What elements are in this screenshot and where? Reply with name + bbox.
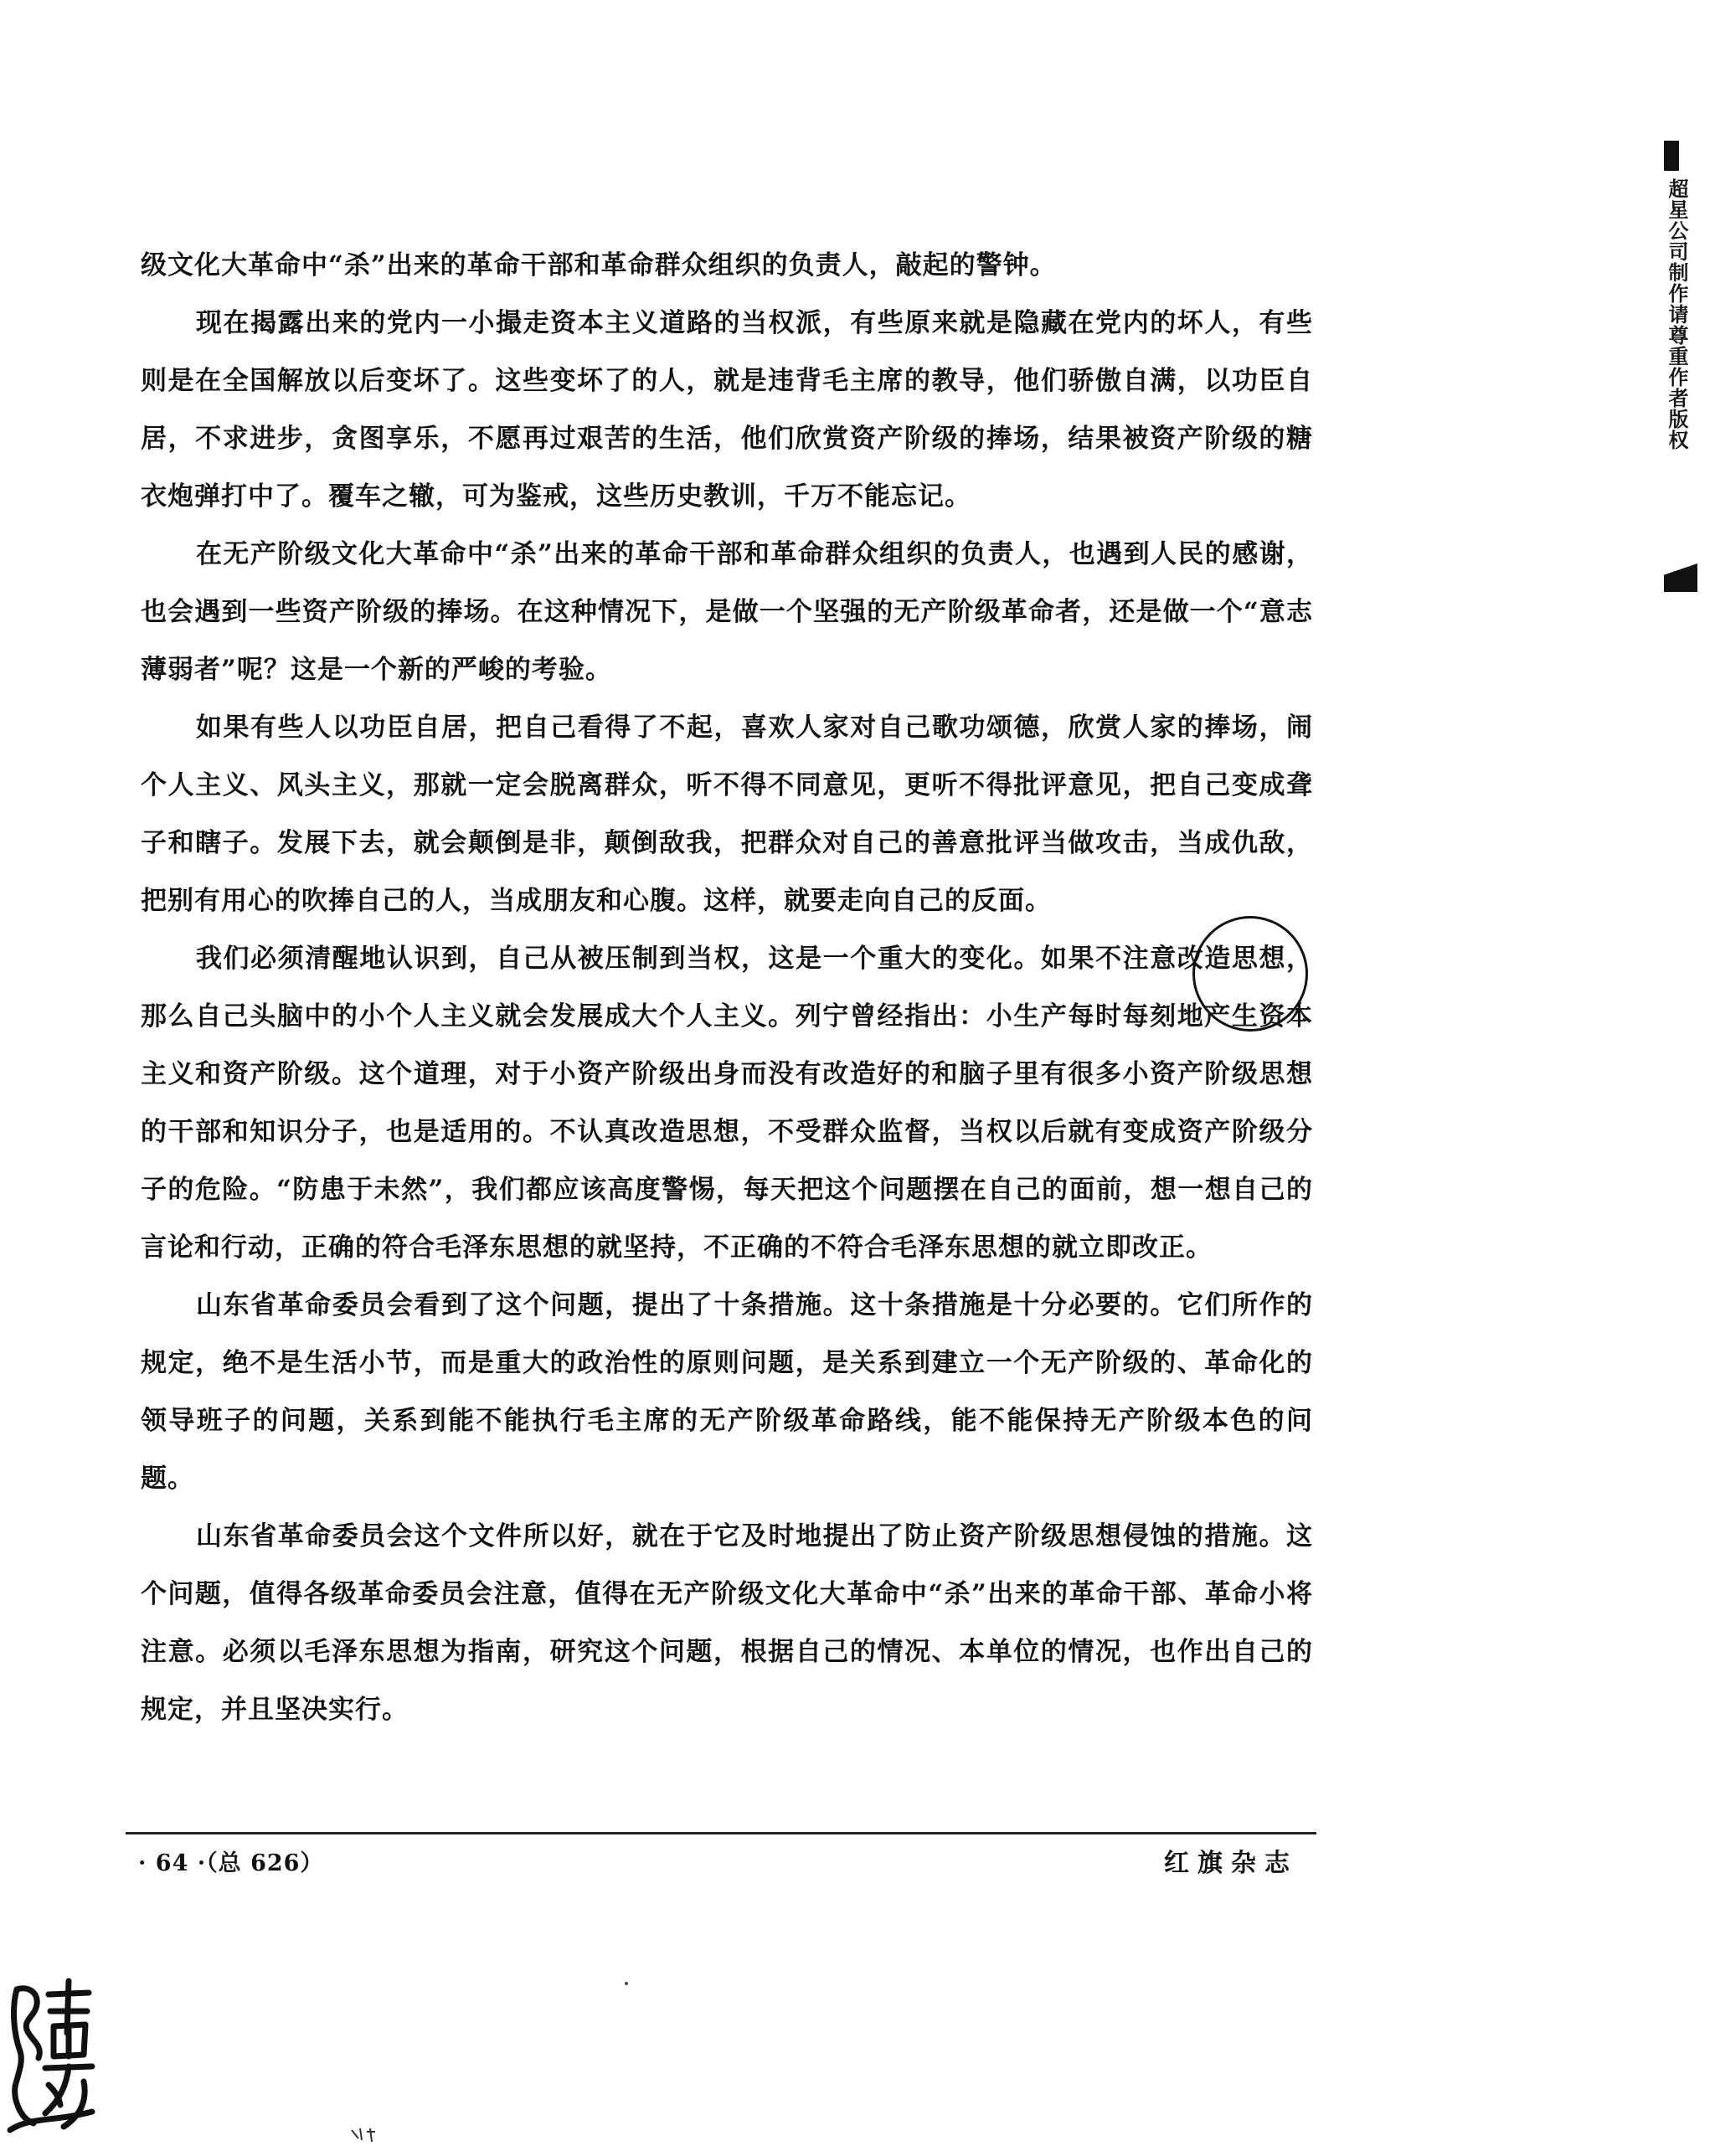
seal-stamp	[5, 1974, 99, 2133]
article-body	[141, 237, 1313, 1739]
watermark-bar-bottom	[1664, 563, 1697, 592]
paragraph: 在无产阶级文化大革命中“杀”出来的革命干部和革命群众组织的负责人，也遇到人民的感谢，也会遇到一些资产阶级的捧场。在这种情况下，是做一个坚强的无产阶级革命者，还是做一个“意志薄弱者”呢？这是一个新的严峻的考验。	[141, 539, 1313, 685]
scan-speck	[625, 1982, 628, 1985]
watermark-text: 超星公司制作请尊重作者版权	[1665, 178, 1688, 450]
paragraph: 现在揭露出来的党内一小撮走资本主义道路的当权派，有些原来就是隐藏在党内的坏人，有些则是在全国解放以后变坏了。这些变坏了的人，就是违背毛主席的教导，他们骄傲自满，以功臣自居，不求进步，贪图享乐，不愿再过艰苦的生活，他们欣赏资产阶级的捧场，结果被资产阶级的糖衣炮弹打中了。覆车之辙，可为鉴戒，这些历史教训，千万不能忘记。	[141, 308, 1313, 512]
circle-mark	[1192, 916, 1308, 1032]
watermark-bar-top	[1664, 141, 1679, 171]
paragraph: 我们必须清醒地认识到，自己从被压制到当权，这是一个重大的变化。如果不注意改造思想，那么自己头脑中的小个人主义就会发展成大个人主义。列宁曾经指出：小生产每时每刻地产生资本主义和资产阶级。这个道理，对于小资产阶级出身而没有改造好的和脑子里有很多小资产阶级思想的干部和知识分子，也是适用的。不认真改造思想，不受群众监督，当权以后就有变成资产阶级分子的危险。“防患于未然”，我们都应该高度警惕，每天把这个问题摆在自己的面前，想一想自己的言论和行动，正确的符合毛泽东思想的就坚持，不正确的不符合毛泽东思想的就立即改正。	[141, 944, 1313, 1263]
side-watermark	[1664, 141, 1697, 635]
footer-rule	[126, 1832, 1316, 1834]
paragraph: 山东省革命委员会看到了这个问题，提出了十条措施。这十条措施是十分必要的。它们所作的规定，绝不是生活小节，而是重大的政治性的原则问题，是关系到建立一个无产阶级的、革命化的领导班子的问题，关系到能不能执行毛主席的无产阶级革命路线，能不能保持无产阶级本色的问题。	[141, 1290, 1313, 1494]
paragraph: 山东省革命委员会这个文件所以好，就在于它及时地提出了防止资产阶级思想侵蚀的措施。这个问题，值得各级革命委员会注意，值得在无产阶级文化大革命中“杀”出来的革命干部、革命小将注意。必须以毛泽东思想为指南，研究这个问题，根据自己的情况、本单位的情况，也作出自己的规定，并且坚决实行。	[141, 1521, 1313, 1725]
journal-name: 红旗杂志	[1164, 1849, 1298, 1878]
paragraph: 如果有些人以功臣自居，把自己看得了不起，喜欢人家对自己歌功颂德，欣赏人家的捧场，闹个人主义、风头主义，那就一定会脱离群众，听不得不同意见，更听不得批评意见，把自己变成聋子和瞎子。发展下去，就会颠倒是非，颠倒敌我，把群众对自己的善意批评当做攻击，当成仇敌，把别有用心的吹捧自己的人，当成朋友和心腹。这样，就要走向自己的反面。	[141, 713, 1313, 916]
paragraph-continuation: 级文化大革命中“杀”出来的革命干部和革命群众组织的负责人，敲起的警钟。	[141, 250, 1057, 280]
scan-artifact	[350, 2127, 384, 2143]
page-number: · 64 ·（总 626）	[138, 1850, 324, 1876]
